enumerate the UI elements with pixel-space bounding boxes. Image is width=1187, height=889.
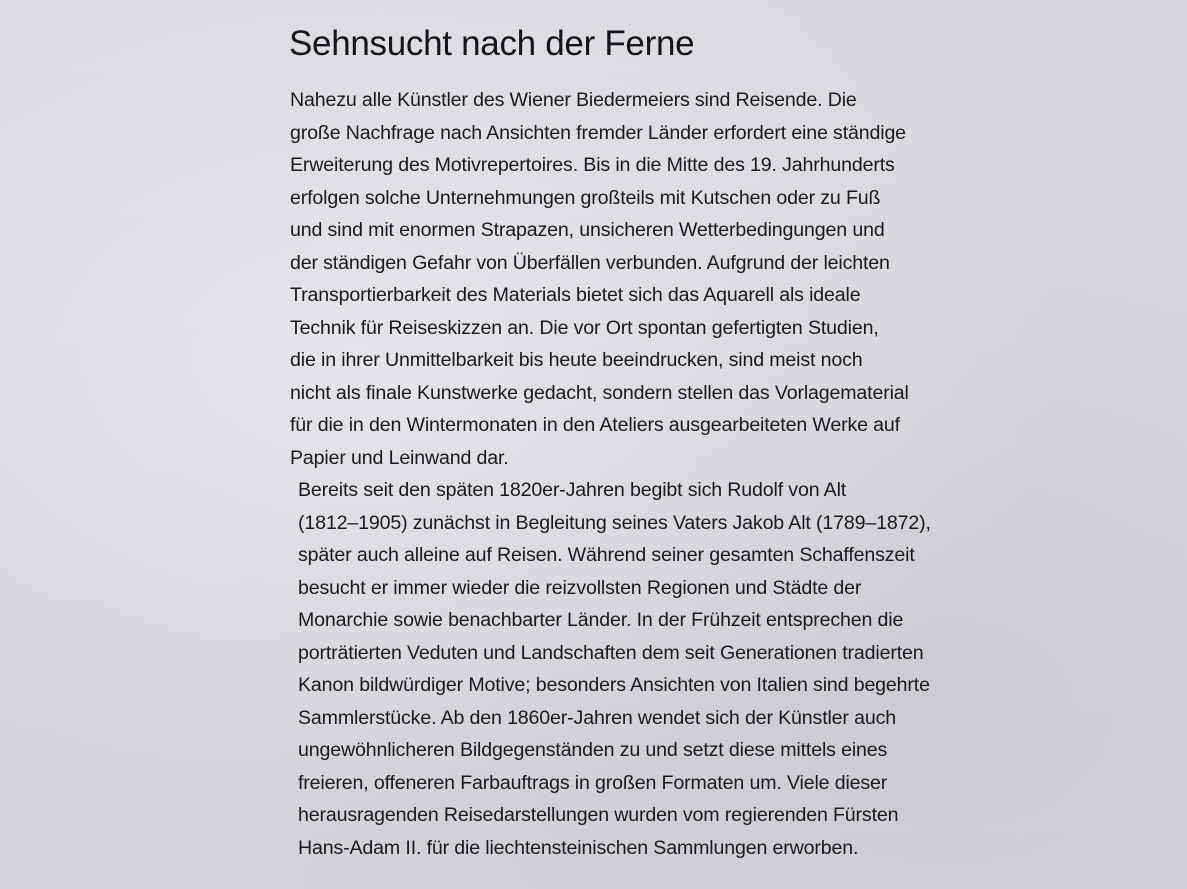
text-line: ungewöhnlicheren Bildgegenständen zu und setzt diese mittels eines xyxy=(298,739,888,761)
text-line: Bereits seit den späten 1820er-Jahren begibt sich Rudolf von Alt xyxy=(298,479,847,501)
text-line: Technik für Reiseskizzen an. Die vor Ort spontan gefertigten Studien, xyxy=(290,316,879,339)
text-line: (1812–1905) zunächst in Begleitung seines Vaters Jakob Alt (1789–1872), xyxy=(298,511,931,534)
text-line: und sind mit enormen Strapazen, unsicheren Wetterbedingungen und xyxy=(290,219,885,241)
text-line: große Nachfrage nach Ansichten fremder Länder erfordert eine ständige xyxy=(290,121,906,144)
wall-text-panel xyxy=(289,22,989,882)
panel-title: Sehnsucht nach der Ferne xyxy=(289,24,695,63)
text-line: die in ihrer Unmittelbarkeit bis heute beeindrucken, sind meist noch xyxy=(290,349,863,371)
text-line: Monarchie sowie benachbarter Länder. In der Frühzeit entsprechen die xyxy=(298,609,904,631)
text-line: besucht er immer wieder die reizvollsten Regionen und Städte der xyxy=(298,576,862,599)
text-line: nicht als finale Kunstwerke gedacht, sondern stellen das Vorlagematerial xyxy=(290,381,909,404)
text-line: Erweiterung des Motivrepertoires. Bis in die Mitte des 19. Jahrhunderts xyxy=(290,154,895,176)
text-line: herausragenden Reisedarstellungen wurden vom regierenden Fürsten xyxy=(298,804,899,826)
text-line: porträtierten Veduten und Landschaften dem seit Generationen tradierten xyxy=(298,641,924,664)
text-line: freieren, offeneren Farbauftrags in großen Formaten um. Viele dieser xyxy=(298,771,888,794)
text-line: später auch alleine auf Reisen. Während seiner gesamten Schaffenszeit xyxy=(298,544,915,566)
paragraph-rudolf-von-alt xyxy=(298,474,989,864)
text-line: erfolgen solche Unternehmungen großteils mit Kutschen oder zu Fuß xyxy=(290,186,881,209)
text-line: Nahezu alle Künstler des Wiener Biedermeiers sind Reisende. Die xyxy=(290,89,857,111)
text-line: Transportierbarkeit des Materials bietet sich das Aquarell als ideale xyxy=(290,284,861,306)
text-line: Papier und Leinwand dar. xyxy=(290,446,509,469)
text-line: Hans-Adam II. für die liechtensteinischen Sammlungen erworben. xyxy=(298,836,859,859)
text-line: Sammlerstücke. Ab den 1860er-Jahren wendet sich der Künstler auch xyxy=(298,706,896,729)
text-line: für die in den Wintermonaten in den Ateliers ausgearbeiteten Werke auf xyxy=(290,414,900,436)
paragraph-biedermeier-travel xyxy=(290,84,989,474)
text-line: der ständigen Gefahr von Überfällen verbunden. Aufgrund der leichten xyxy=(290,251,890,274)
text-line: Kanon bildwürdiger Motive; besonders Ansichten von Italien sind begehrte xyxy=(298,674,930,696)
